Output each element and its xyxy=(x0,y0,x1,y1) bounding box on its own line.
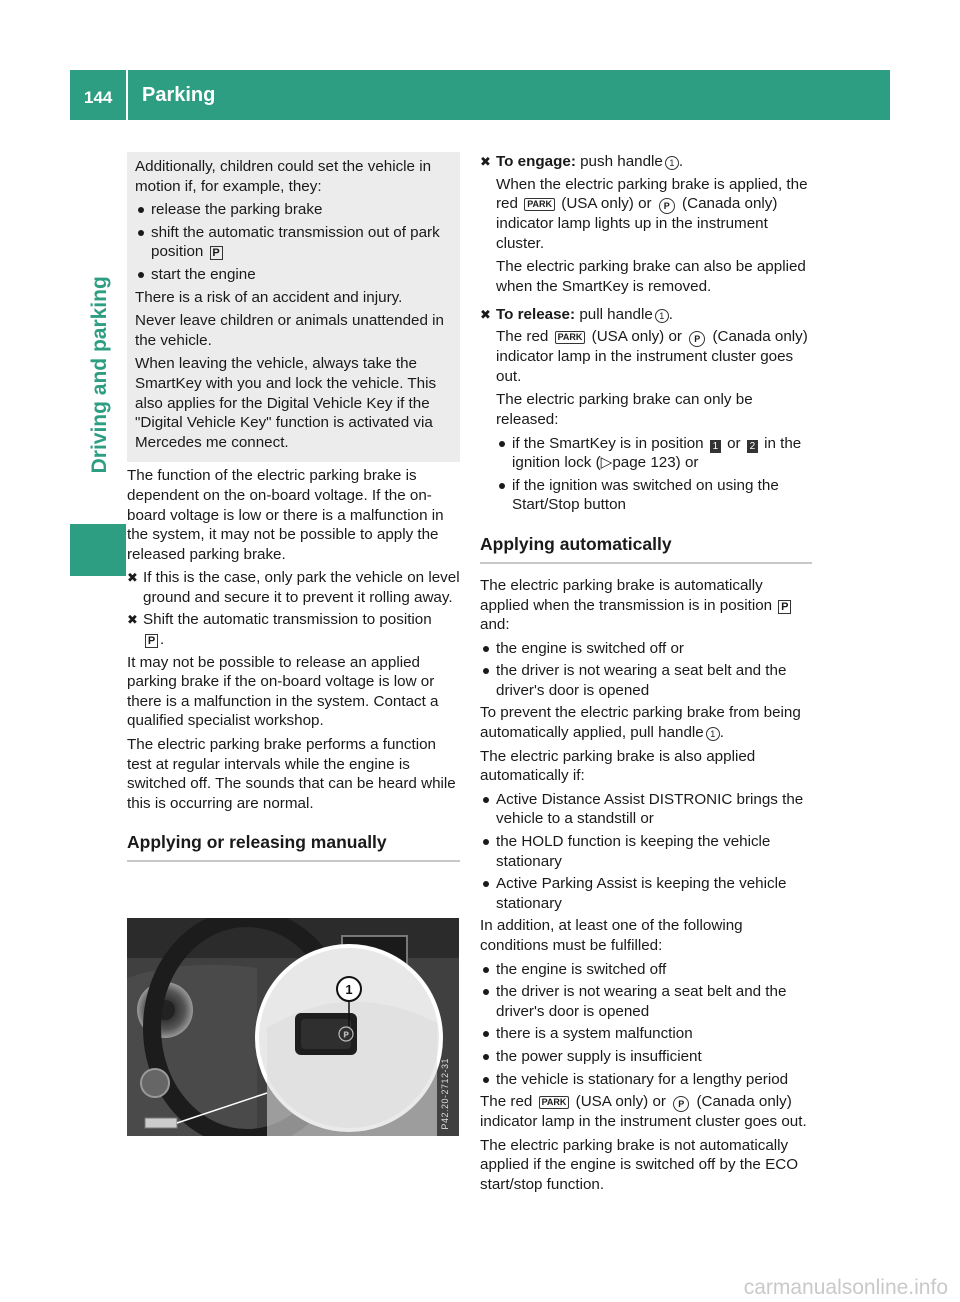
list-item: if the SmartKey is in position 1 or 2 in the ignition lock (▷page 123) or xyxy=(496,434,812,473)
list-item: shift the automatic transmission out of park position P xyxy=(135,223,452,262)
figure-code: P42.20-2712-31 xyxy=(440,1058,451,1130)
paragraph-function: The function of the electric parking brake is dependent on the on-board voltage. If the on-board voltage is low or there is a malfunction in the system, it may not be possible to apply the released parking brake. xyxy=(127,467,444,563)
arrow-icon: ✖ xyxy=(480,154,491,169)
list-item: the HOLD function is keeping the vehicle stationary xyxy=(480,832,812,871)
park-lamp-icon: PARK xyxy=(555,331,586,344)
list-item: if the ignition was switched on using the Start/Stop button xyxy=(496,476,812,515)
callout-number: 1 xyxy=(345,982,353,997)
list-item: Active Parking Assist is keeping the vehicle stationary xyxy=(480,874,812,913)
auto-paragraph-5: The red PARK (USA only) or P (Canada only) indicator lamp in the instrument cluster goes out. xyxy=(480,1093,807,1131)
park-position-icon: P xyxy=(145,634,158,648)
list-item: there is a system malfunction xyxy=(480,1024,812,1044)
page-header xyxy=(70,70,890,120)
auto-paragraph-2: To prevent the electric parking brake from being automatically applied, pull handle 1 . xyxy=(480,704,801,742)
auto-paragraph-1: The electric parking brake is automatically applied when the transmission is in position P and: xyxy=(480,576,812,635)
header-divider xyxy=(126,70,128,120)
warning-risk: There is a risk of an accident and injury. xyxy=(135,288,403,306)
callout-1-icon: 1 xyxy=(706,727,720,741)
list-item: the engine is switched off or xyxy=(480,639,812,659)
list-item: the engine is switched off xyxy=(480,960,812,980)
warning-smartkey: When leaving the vehicle, always take the SmartKey with you and lock the vehicle. This also applies for the Digital Vehicle Key if the "Digital Vehicle Key" function is activated via Mercedes me connect. xyxy=(135,355,437,451)
right-column xyxy=(480,152,812,1199)
parking-brake-figure xyxy=(127,918,459,1136)
callout-1-icon: 1 xyxy=(655,309,669,323)
page-ref-icon: ▷ xyxy=(600,454,613,472)
paragraph-test: The electric parking brake performs a function test at regular intervals while the engine is switched off. The sounds that can be heard while this is occurring are normal. xyxy=(127,736,456,812)
park-lamp-icon: PARK xyxy=(524,198,555,211)
warning-intro: Additionally, children could set the vehicle in motion if, for example, they: xyxy=(135,158,432,195)
park-position-icon: P xyxy=(210,246,223,260)
section-heading-manual: Applying or releasing manually xyxy=(127,831,460,862)
key-position-2-icon: 2 xyxy=(747,440,758,453)
park-brake-lamp-icon: P xyxy=(689,331,705,347)
auto-paragraph-3: The electric parking brake is also applied automatically if: xyxy=(480,747,756,785)
arrow-icon: ✖ xyxy=(127,612,138,628)
dashboard-illustration xyxy=(127,918,459,1136)
release-paragraph-2: The electric parking brake can only be released: xyxy=(496,391,753,428)
instruction-step: ✖ Shift the automatic transmission to position P . xyxy=(127,611,432,649)
instruction-step: ✖ If this is the case, only park the vehicle on level ground and secure it to prevent it rolling away. xyxy=(127,569,460,606)
arrow-icon: ✖ xyxy=(127,570,138,586)
instruction-step: ✖ To release: pull handle 1 . xyxy=(480,305,674,323)
auto-paragraph-6: The electric parking brake is not automatically applied if the engine is switched off by the ECO start/stop function. xyxy=(480,1136,799,1193)
park-position-icon: P xyxy=(778,600,791,614)
engage-paragraph-2: The electric parking brake can also be applied when the SmartKey is removed. xyxy=(496,258,806,295)
list-item: the driver is not wearing a seat belt and the driver's door is opened xyxy=(480,661,812,700)
list-item: the driver is not wearing a seat belt and the driver's door is opened xyxy=(480,982,812,1021)
instruction-step: ✖ To engage: push handle 1 . xyxy=(480,153,684,170)
warning-box xyxy=(127,152,460,462)
chapter-tab xyxy=(72,245,128,505)
chapter-tab-label: Driving and parking xyxy=(88,276,112,474)
watermark: carmanualsonline.info xyxy=(743,1276,948,1300)
list-item: start the engine xyxy=(135,265,452,285)
left-column xyxy=(127,152,460,874)
list-item: the vehicle is stationary for a lengthy period xyxy=(480,1070,812,1090)
callout-1-icon: 1 xyxy=(665,156,679,170)
section-heading-auto: Applying automatically xyxy=(480,533,812,564)
paragraph-release: It may not be possible to release an applied parking brake if the on-board voltage is low or there is a malfunction in the system. Contact a qualified specialist workshop. xyxy=(127,653,439,730)
page-number: 144 xyxy=(84,88,113,107)
park-brake-lamp-icon: P xyxy=(673,1096,689,1112)
key-position-1-icon: 1 xyxy=(710,440,721,453)
release-paragraph: The red PARK (USA only) or P (Canada only) indicator lamp in the instrument cluster goes out. xyxy=(496,328,808,385)
list-item: the power supply is insufficient xyxy=(480,1047,812,1067)
engage-paragraph: When the electric parking brake is applied, the red PARK (USA only) or P (Canada only) indicator lamp lights up in the instrument cluster. xyxy=(496,175,808,252)
arrow-icon: ✖ xyxy=(480,306,491,322)
warning-never: Never leave children or animals unattended in the vehicle. xyxy=(135,312,444,349)
park-lamp-icon: PARK xyxy=(539,1096,570,1109)
list-item: Active Distance Assist DISTRONIC brings the vehicle to a standstill or xyxy=(480,790,812,829)
page-title: Parking xyxy=(142,84,216,106)
park-brake-symbol: P xyxy=(343,1030,349,1040)
auto-paragraph-4: In addition, at least one of the following conditions must be fulfilled: xyxy=(480,917,743,954)
chapter-marker xyxy=(70,524,126,576)
park-brake-lamp-icon: P xyxy=(659,198,675,214)
list-item: release the parking brake xyxy=(135,200,452,220)
